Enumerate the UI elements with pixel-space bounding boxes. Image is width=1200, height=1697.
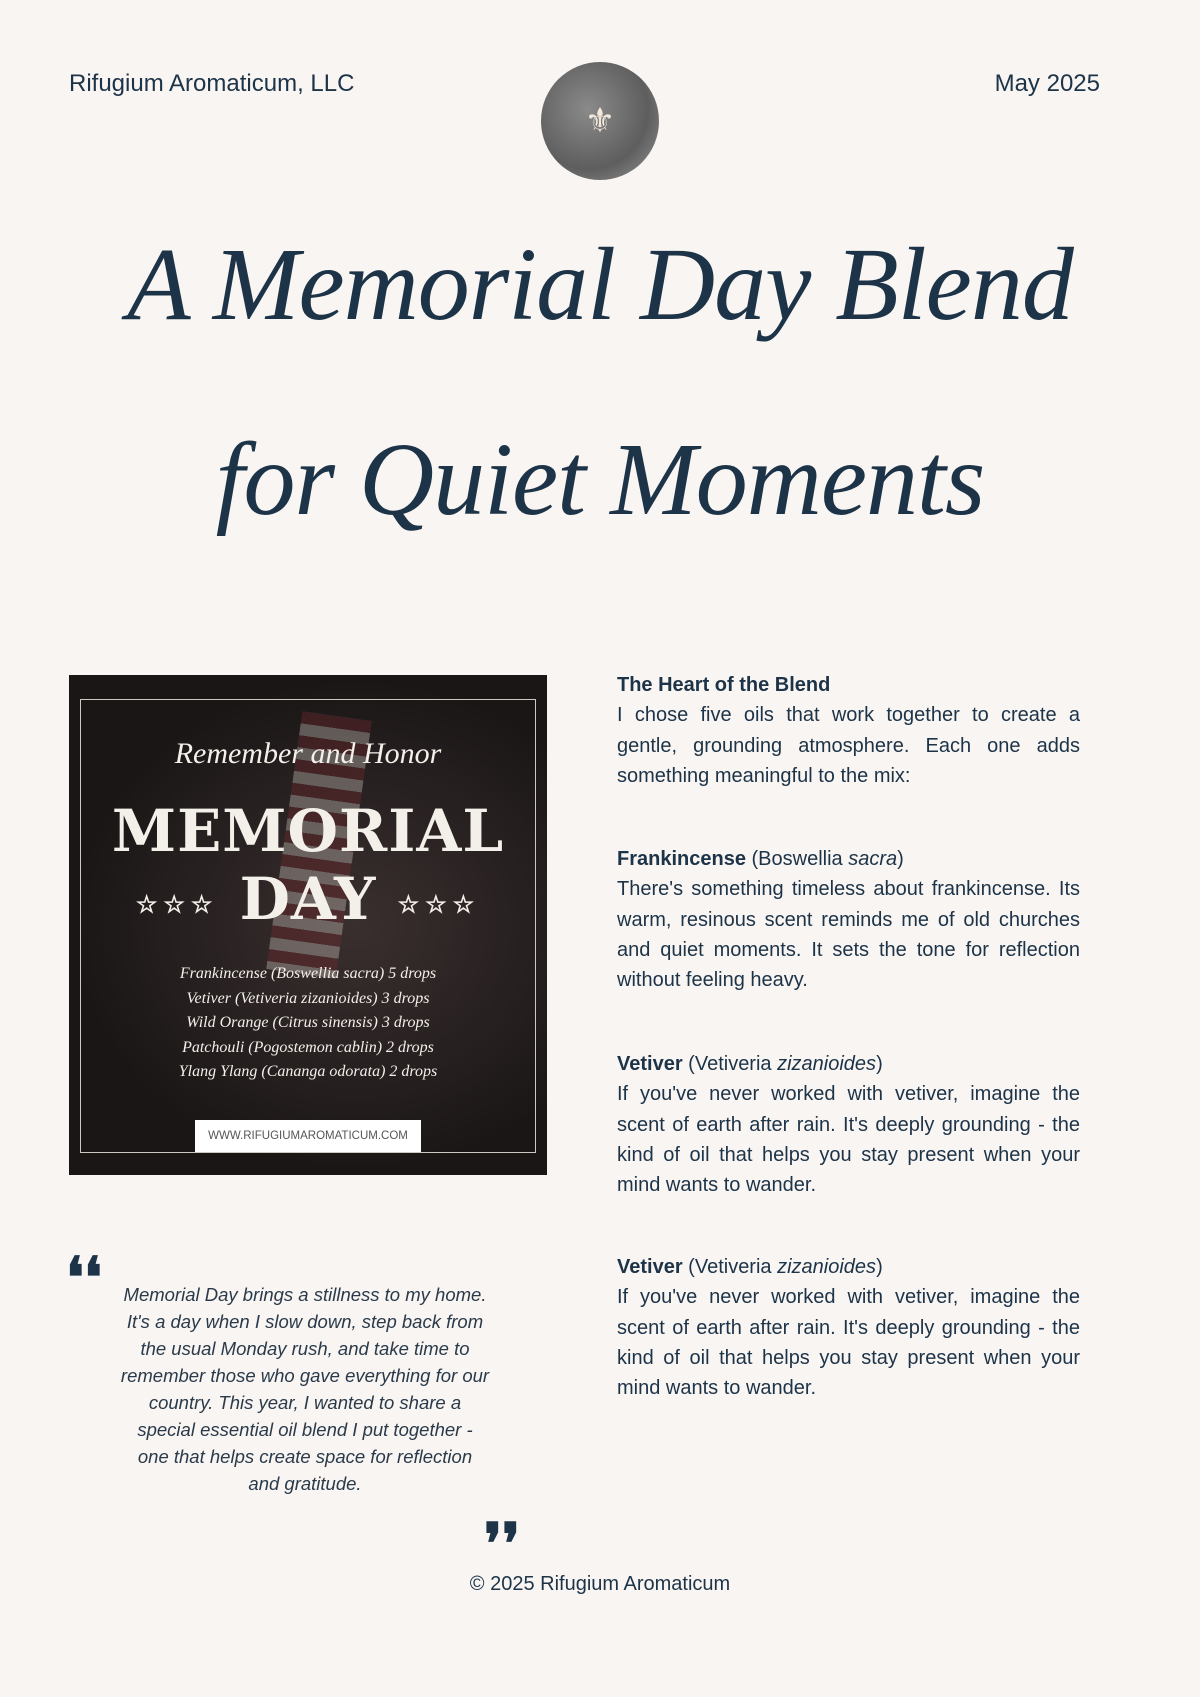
stars-icon: ☆☆☆ xyxy=(135,889,219,919)
section-heading: Frankincense xyxy=(617,848,746,870)
oil-list xyxy=(69,962,547,1085)
section-body: There's something timeless about frankincense. Its warm, resinous scent reminds me of old churches and quiet moments. It sets the tone for reflection without feeling heavy. xyxy=(617,878,1080,992)
oil-item: Ylang Ylang (Cananga odorata) 2 drops xyxy=(178,1063,438,1080)
section-heading: The Heart of the Blend xyxy=(617,674,831,696)
pull-quote: Memorial Day brings a stillness to my home. It's a day when I slow down, step back from the usual Monday rush, and take time to remember those who gave everything for our country. This year, I wanted to share a special essential oil blend I put together - one that helps create space for reflection and gratitude. xyxy=(120,1284,490,1494)
genus: Vetiveria xyxy=(694,1053,772,1075)
section-body: I chose five oils that work together to create a gentle, grounding atmosphere. Each one adds something meaningful to the mix: xyxy=(617,704,1080,787)
card-heading-day: DAY xyxy=(239,865,377,933)
species: sacra xyxy=(848,848,898,870)
oil-item: Vetiver (Vetiveria zizanioides) 3 drops xyxy=(186,989,430,1007)
oil-item: Patchouli (Pogostemon cablin) 2 drops xyxy=(182,1038,434,1056)
section-vetiver: Vetiver (Vetiveria zizanioides) If you've never worked with vetiver, imagine the scent of earth after rain. It's deeply grounding - the kind of oil that helps you stay present when your mind wants to wander. xyxy=(617,1049,1080,1200)
page-title-line1: A Memorial Day Blend xyxy=(127,227,1073,342)
stars-icon: ☆☆☆ xyxy=(397,889,481,919)
species: zizanioides xyxy=(777,1053,877,1075)
genus: Boswellia xyxy=(758,848,843,870)
issue-date: May 2025 xyxy=(994,70,1100,97)
section-heading: Vetiver xyxy=(617,1256,683,1278)
section-heart xyxy=(617,670,1080,791)
page-title-line2: for Quiet Moments xyxy=(215,422,985,537)
website-url: WWW.RIFUGIUMAROMATICUM.COM xyxy=(195,1120,421,1152)
species: zizanioides xyxy=(777,1256,877,1278)
footer-copyright: © 2025 Rifugium Aromaticum xyxy=(469,1573,731,1595)
open-quote-icon: ❛❛ xyxy=(66,1245,103,1311)
close-quote-icon: ❜❜ xyxy=(484,1511,521,1577)
section-body: If you've never worked with vetiver, imagine the scent of earth after rain. It's deeply grounding - the kind of oil that helps you stay present when your mind wants to wander. xyxy=(617,1083,1080,1197)
memorial-day-graphic xyxy=(69,675,547,1175)
oil-item: Frankincense (Boswellia sacra) 5 drops xyxy=(179,965,437,982)
genus: Vetiveria xyxy=(694,1256,772,1278)
logo-thistle-icon: ⚜ xyxy=(541,62,659,180)
card-heading-memorial: MEMORIAL xyxy=(111,797,505,865)
section-body: If you've never worked with vetiver, imagine the scent of earth after rain. It's deeply grounding - the kind of oil that helps you stay present when your mind wants to wander. xyxy=(617,1286,1080,1400)
section-heading: Vetiver xyxy=(617,1053,683,1075)
company-name: Rifugium Aromaticum, LLC xyxy=(69,70,355,97)
oil-item: Wild Orange (Citrus sinensis) 3 drops xyxy=(186,1014,430,1031)
section-frankincense: Frankincense (Boswellia sacra) There's something timeless about frankincense. Its warm, resinous scent reminds me of old churches and quiet moments. It sets the tone for reflection without feeling heavy. xyxy=(617,844,1080,995)
section-vetiver-repeat: Vetiver (Vetiveria zizanioides) If you've never worked with vetiver, imagine the scent of earth after rain. It's deeply grounding - the kind of oil that helps you stay present when your mind wants to wander. xyxy=(617,1252,1080,1403)
card-subtitle: Remember and Honor xyxy=(174,737,442,770)
